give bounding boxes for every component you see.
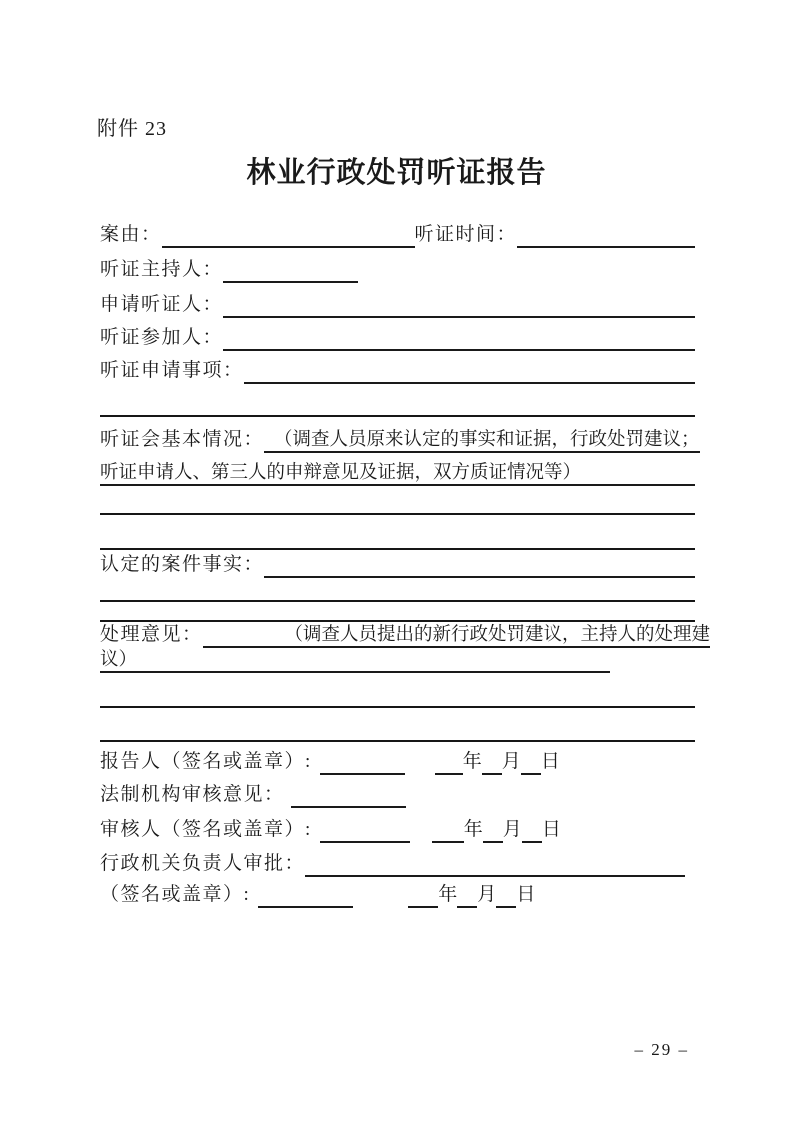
- host-field-line: [223, 273, 358, 283]
- month-field-line: [457, 898, 477, 908]
- year-label: 年: [463, 819, 483, 840]
- agency-date-group: [408, 884, 535, 908]
- applicant-label: 申请听证人：: [100, 294, 224, 315]
- matters-blank-line-row: [100, 383, 695, 417]
- month-field-line: [483, 833, 503, 843]
- page-number: – 29 –: [634, 1040, 689, 1059]
- document-title: 林业行政处罚听证报告: [246, 157, 547, 189]
- day-label: 日: [516, 884, 536, 905]
- opinion-blank-line-row-2: [100, 708, 695, 742]
- basic-info-hint-line1: （调查人员原来认定的事实和证据，行政处罚建议；: [264, 429, 700, 453]
- month-label: 月: [501, 751, 521, 772]
- applicant-row: [100, 284, 695, 318]
- blank-field-line: [100, 698, 695, 708]
- host-label: 听证主持人：: [100, 259, 224, 280]
- reviewer-row: [100, 809, 695, 843]
- matters-row: [100, 350, 695, 384]
- participants-row: [100, 317, 695, 351]
- year-label: 年: [462, 751, 482, 772]
- hearing-time-label: 听证时间：: [414, 224, 518, 245]
- participants-label: 听证参加人：: [100, 327, 224, 348]
- month-label: 月: [502, 819, 522, 840]
- reviewer-date-group: [432, 819, 561, 843]
- reviewer-signature-line: [320, 833, 410, 843]
- signature-label: （签名或盖章）:: [100, 884, 251, 905]
- matters-label: 听证申请事项：: [100, 360, 244, 381]
- agency-approval-row: [100, 843, 695, 877]
- agency-signature-row: [100, 874, 695, 908]
- month-label: 月: [477, 884, 497, 905]
- reviewer-label: 审核人（签名或盖章）:: [100, 819, 312, 840]
- facts-label: 认定的案件事实：: [100, 554, 265, 575]
- agency-signature-line: [258, 898, 353, 908]
- host-row: [100, 249, 695, 283]
- basic-info-row: [100, 419, 700, 453]
- attachment-label: 附件 23: [97, 118, 167, 140]
- case-field-line: [162, 238, 415, 248]
- day-field-line: [496, 898, 516, 908]
- reporter-label: 报告人（签名或盖章）:: [100, 751, 312, 772]
- case-label: 案由：: [100, 224, 162, 245]
- basic-info-label: 听证会基本情况：: [100, 429, 265, 450]
- reporter-row: [100, 741, 695, 775]
- blank-field-line: [100, 407, 695, 417]
- reporter-date-group: [435, 751, 560, 775]
- legal-review-row: [100, 774, 695, 808]
- day-label: 日: [540, 751, 560, 772]
- blank-field-line: [100, 505, 695, 515]
- basic-info-hint-line2: 听证申请人、第三人的申辩意见及证据，双方质证情况等）: [100, 462, 695, 486]
- day-field-line: [522, 833, 542, 843]
- opinion-hint-row2: [100, 639, 695, 673]
- year-label: 年: [438, 884, 458, 905]
- opinion-hint-line2: 议）: [100, 649, 610, 673]
- opinion-hint-line1: （调查人员提出的新行政处罚建议，主持人的处理建: [203, 624, 711, 648]
- legal-review-label: 法制机构审核意见：: [100, 784, 285, 805]
- legal-review-field-line: [291, 798, 406, 808]
- year-field-line: [408, 898, 438, 908]
- day-label: 日: [541, 819, 561, 840]
- case-and-time-row: [100, 214, 695, 248]
- hearing-time-field-line: [517, 238, 695, 248]
- basic-info-blank-line-row-1: [100, 481, 695, 515]
- agency-approval-label: 行政机关负责人审批：: [100, 853, 306, 874]
- opinion-blank-line-row-1: [100, 674, 695, 708]
- opinion-label: 处理意见：: [100, 624, 203, 645]
- year-field-line: [432, 833, 464, 843]
